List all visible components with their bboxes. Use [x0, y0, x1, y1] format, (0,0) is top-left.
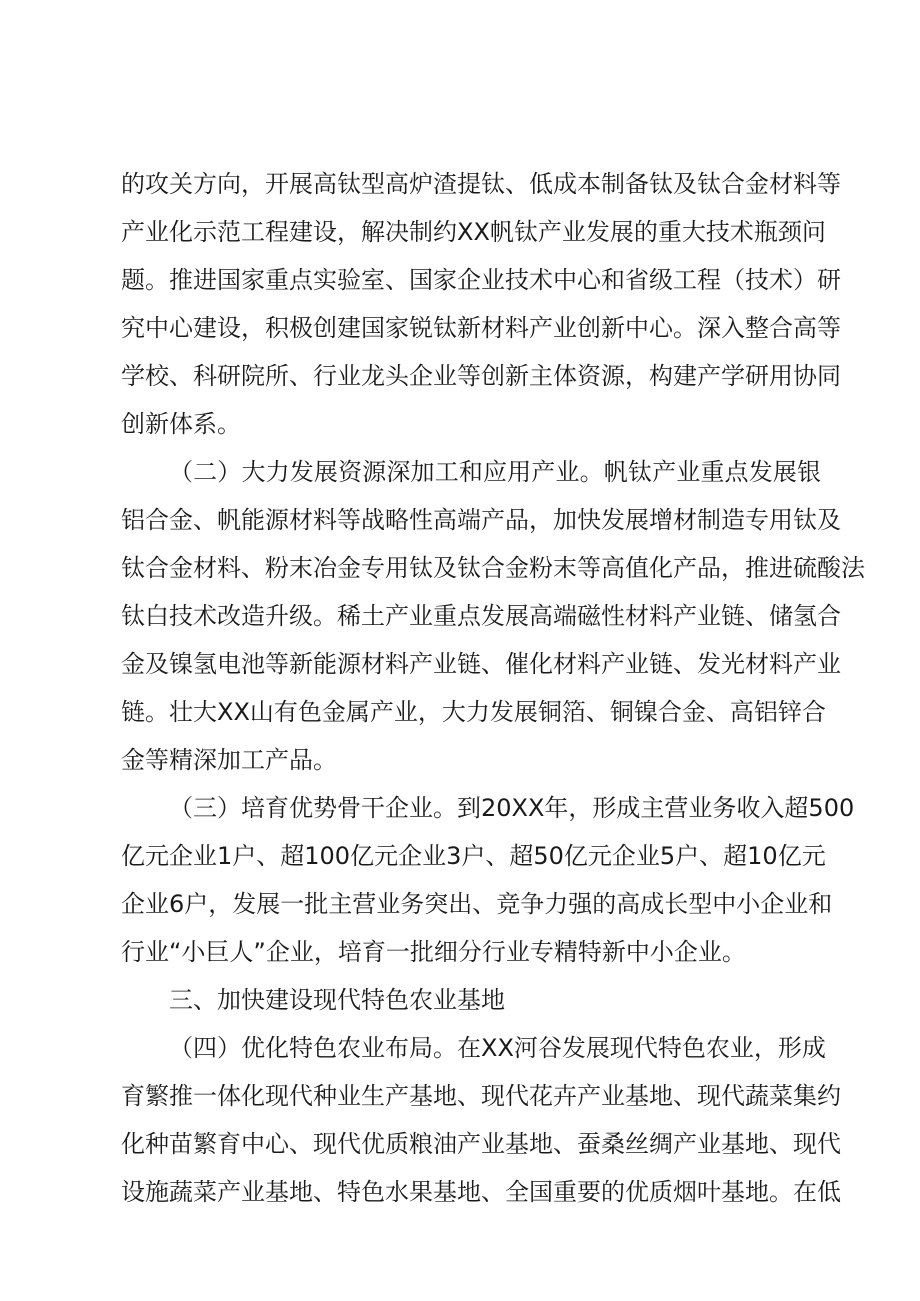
- body-line-9: 钛合金材料、粉末冶金专用钛及钛合金粉末等高值化产品，推进硫酸法: [121, 554, 865, 582]
- body-line-8: 铝合金、帆能源材料等战略性高端产品，加快发展增材制造专用钛及: [121, 506, 841, 534]
- body-line-16: 企业6户，发展一批主营业务突出、竞争力强的高成长型中小企业和: [121, 890, 833, 918]
- section-paragraph-2-first-line: （二）大力发展资源深加工和应用产业。帆钛产业重点发展银: [169, 458, 821, 486]
- body-line-2: 产业化示范工程建设，解决制约XX帆钛产业发展的重大技术瓶颈问: [121, 218, 826, 246]
- body-line-12: 链。壮大XX山有色金属产业，大力发展铜箔、铜镍合金、高铝锌合: [121, 698, 826, 726]
- section-paragraph-4-first-line: （四）优化特色农业布局。在XX河谷发展现代特色农业，形成: [169, 1034, 826, 1062]
- body-line-10: 钛白技术改造升级。稀土产业重点发展高端磁性材料产业链、储氢合: [121, 602, 841, 630]
- body-line-4: 究中心建设，积极创建国家锐钛新材料产业创新中心。深入整合高等: [121, 314, 841, 342]
- body-line-6: 创新体系。: [121, 410, 241, 438]
- body-line-13: 金等精深加工产品。: [121, 746, 337, 774]
- body-line-21: 化种苗繁育中心、现代优质粮油产业基地、蚕桑丝绸产业基地、现代: [121, 1130, 841, 1158]
- section-heading-3: 三、加快建设现代特色农业基地: [169, 986, 505, 1014]
- body-line-11: 金及镍氢电池等新能源材料产业链、催化材料产业链、发光材料产业: [121, 650, 841, 678]
- body-line-3: 题。推进国家重点实验室、国家企业技术中心和省级工程（技术）研: [121, 266, 841, 294]
- body-line-17: 行业“小巨人”企业，培育一批细分行业专精特新中小企业。: [121, 938, 746, 966]
- section-paragraph-3-first-line: （三）培育优势骨干企业。到20XX年，形成主营业务收入超500: [169, 794, 855, 822]
- body-line-15: 亿元企业1户、超100亿元企业3户、超50亿元企业5户、超10亿元: [121, 842, 826, 870]
- body-line-5: 学校、科研院所、行业龙头企业等创新主体资源，构建产学研用协同: [121, 362, 841, 390]
- body-line-22: 设施蔬菜产业基地、特色水果基地、全国重要的优质烟叶基地。在低: [121, 1178, 841, 1206]
- body-line-1: 的攻关方向，开展高钛型高炉渣提钛、低成本制备钛及钛合金材料等: [121, 170, 841, 198]
- body-line-20: 育繁推一体化现代种业生产基地、现代花卉产业基地、现代蔬菜集约: [121, 1082, 841, 1110]
